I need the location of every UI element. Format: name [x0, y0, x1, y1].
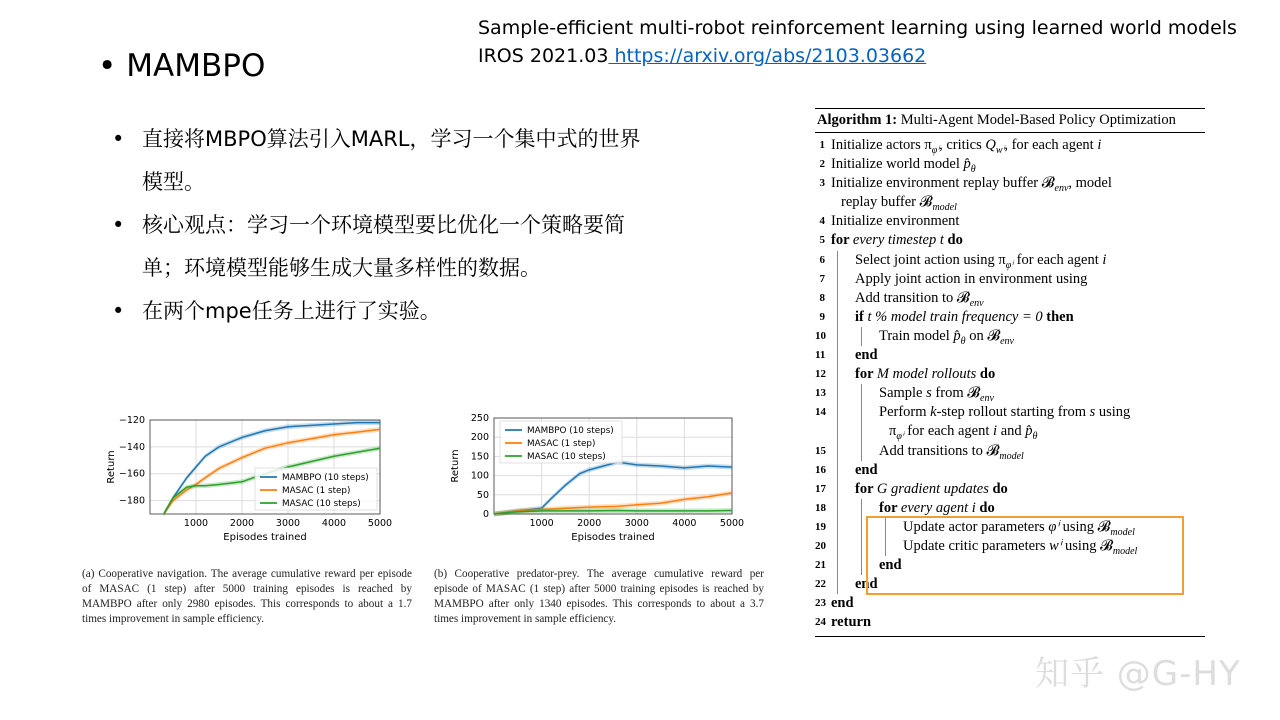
text-segment: wⁱ [1049, 537, 1062, 554]
caption-a: (a) Cooperative navigation. The average cumulative reward per episode of MASAC (1 step) after 5000 training episodes is reached by MAMBPO after only 2980 episodes. This corresponds to about a 1.7 times improvement in sample efficiency. [82, 568, 412, 625]
text-segment: i [1097, 137, 1102, 153]
line-text [855, 461, 878, 480]
x-tick-label: 1000 [183, 518, 209, 529]
bullet-list [112, 118, 652, 333]
algorithm-line [815, 308, 1205, 327]
text-segment: Initialize environment replay buffer 𝓑 [831, 175, 1055, 192]
algorithm-line [815, 251, 1205, 270]
chart-predator-prey [430, 405, 760, 555]
y-axis-label: Return [106, 450, 117, 484]
text-segment: θ [970, 163, 976, 175]
text-segment: Perform [879, 404, 931, 421]
text-segment: θ [1032, 431, 1038, 443]
algorithm-line [815, 499, 1205, 518]
block-bar [837, 575, 838, 594]
text-segment: s [1089, 404, 1096, 421]
y-tick-label: −160 [118, 468, 145, 480]
line-number: 8 [819, 291, 825, 304]
line-number: 1 [819, 139, 825, 151]
text-segment: Train model [879, 327, 954, 344]
y-tick-label: −140 [118, 441, 145, 453]
algorithm-title: Multi-Agent Model-Based Policy Optimization [897, 112, 1176, 128]
text-segment: end [831, 595, 854, 612]
line-text [855, 270, 1087, 289]
line-number: 6 [819, 253, 825, 266]
text-segment: end [855, 576, 878, 593]
text-segment: using [1095, 404, 1131, 421]
text-segment: p̂ [963, 156, 971, 173]
line-number: 5 [819, 234, 825, 247]
algorithm-line [815, 365, 1205, 384]
y-tick-label: 150 [470, 451, 489, 463]
algorithm-line [815, 174, 1205, 193]
algorithm-line [815, 480, 1205, 499]
text-segment: φⁱ [1005, 259, 1014, 271]
text-segment: every timestep t [852, 232, 948, 249]
x-tick-label: 3000 [275, 518, 301, 529]
bullet-item [112, 118, 652, 204]
x-axis-label: Episodes trained [223, 532, 307, 543]
line-number: 12 [815, 368, 826, 381]
text-segment: G gradient updates [876, 480, 993, 497]
algorithm-line [815, 327, 1205, 346]
block-bar [861, 499, 862, 518]
text-segment: φⁱ [896, 431, 904, 443]
line-number: 14 [815, 406, 826, 419]
text-segment: φⁱ [1048, 518, 1059, 535]
block-bar [837, 289, 838, 308]
series-confidence-band [494, 508, 732, 516]
text-segment: Initialize environment [831, 213, 960, 230]
text-segment: Initialize actors π [831, 137, 932, 153]
text-segment: , critics [939, 137, 986, 153]
algorithm-line [815, 193, 1205, 212]
block-bar [861, 442, 862, 461]
x-tick-label: 2000 [577, 518, 602, 529]
text-segment: end [855, 461, 878, 478]
line-number: 20 [815, 539, 826, 552]
bullet-text: 核心观点：学习一个环境模型要比优化一个策略要简单；环境模型能够生成大量多样性的数据。 [142, 213, 625, 280]
algorithm-line [815, 346, 1205, 365]
text-segment: θ [960, 335, 966, 347]
y-tick-label: −120 [118, 415, 145, 426]
line-number: 4 [819, 215, 825, 228]
y-axis-label: Return [450, 449, 461, 483]
legend-label: MASAC (10 steps) [527, 452, 606, 462]
text-segment: Sample [879, 385, 927, 402]
text-segment: do [992, 480, 1008, 497]
block-bar [861, 556, 862, 575]
line-number: 15 [815, 444, 826, 457]
line-number: 23 [815, 597, 826, 610]
y-tick-label: 100 [470, 470, 489, 482]
bullet-item [112, 290, 652, 333]
block-bar [837, 499, 838, 518]
text-segment: do [947, 232, 963, 249]
algorithm-line [815, 136, 1205, 155]
text-segment: model [1110, 526, 1135, 538]
paper-title: Sample-efficient multi-robot reinforcement learning using learned world models [478, 17, 1237, 39]
block-bar [861, 422, 862, 441]
line-number: 10 [815, 329, 826, 342]
text-segment: , for each agent [1004, 137, 1098, 153]
text-segment: p̂ [953, 327, 961, 344]
y-tick-label: 50 [476, 489, 489, 501]
line-number: 9 [819, 310, 825, 323]
text-segment: if [855, 308, 868, 325]
x-tick-label: 3000 [624, 518, 649, 529]
block-bar [837, 442, 838, 461]
line-number: 19 [815, 520, 826, 533]
text-segment: Initialize world model [831, 156, 964, 173]
algorithm-line [815, 212, 1205, 231]
text-segment: Select joint action using π [855, 251, 1006, 268]
text-segment: Update actor parameters [903, 518, 1049, 535]
block-bar [837, 308, 838, 327]
caption-b: (b) Cooperative predator-prey. The average cumulative reward per episode of MASAC (1 step) after 5000 training episodes is reached by MAMBPO after only 1340 episodes. This corresponds to about a 3.7 times improvement in sample efficiency. [434, 568, 764, 625]
block-bar [837, 270, 838, 289]
x-axis-label: Episodes trained [571, 532, 655, 543]
x-tick-label: 2000 [229, 518, 255, 529]
line-number: 11 [815, 349, 826, 362]
bullet-icon: • [112, 213, 125, 237]
line-number: 22 [815, 578, 826, 591]
slide-title [98, 48, 265, 84]
text-segment: on 𝓑 [965, 327, 1001, 344]
venue: IROS 2021.03 [478, 45, 609, 67]
bullet-item [112, 204, 652, 290]
line-number: 2 [819, 158, 825, 171]
text-segment: Add transitions to 𝓑 [879, 442, 1000, 459]
text-segment: model [932, 202, 957, 214]
block-bar [837, 518, 838, 537]
line-text [879, 499, 995, 518]
block-bar [837, 556, 838, 575]
algorithm-line [815, 270, 1205, 289]
text-segment: end [879, 557, 902, 574]
text-segment: using 𝓑 [1061, 537, 1113, 554]
text-segment: do [979, 366, 996, 383]
block-bar [837, 384, 838, 403]
block-bar [837, 251, 838, 270]
algorithm-line [815, 384, 1205, 403]
line-text [855, 480, 1008, 499]
text-segment: env [1054, 183, 1069, 195]
legend-label: MASAC (1 step) [282, 486, 351, 496]
text-segment: t % model train frequency = 0 [867, 308, 1047, 325]
block-bar [837, 327, 838, 346]
text-segment: p̂ [1025, 423, 1033, 440]
text-segment: for [879, 499, 901, 516]
line-text [855, 308, 1074, 327]
algorithm-line [815, 155, 1205, 174]
text-segment: env [969, 297, 984, 309]
line-text [831, 231, 963, 250]
line-text [855, 346, 878, 365]
y-tick-label: 200 [470, 432, 489, 444]
text-segment: π [889, 423, 897, 440]
line-number: 13 [815, 387, 826, 400]
line-text [831, 594, 854, 613]
algorithm-line [815, 422, 1205, 441]
block-bar [861, 518, 862, 537]
text-segment: M model rollouts [876, 366, 980, 383]
text-segment: end [855, 347, 878, 364]
text-segment: for [855, 366, 877, 383]
line-number: 7 [819, 272, 825, 285]
text-segment: s [926, 385, 932, 402]
bullet-text: 直接将MBPO算法引入MARL，学习一个集中式的世界模型。 [142, 127, 641, 194]
line-number: 3 [819, 177, 825, 190]
block-bar [861, 537, 862, 556]
text-segment: do [979, 499, 995, 516]
bullet-icon: • [98, 48, 117, 84]
line-text [879, 403, 1130, 422]
legend-label: MASAC (1 step) [527, 439, 596, 449]
text-segment: for [855, 480, 877, 497]
block-bar [837, 537, 838, 556]
text-segment: Update critic parameters [903, 537, 1050, 554]
x-tick-label: 5000 [367, 518, 393, 529]
text-segment: i [1102, 251, 1107, 268]
algorithm-box [815, 108, 1205, 637]
text-segment: Add transition to 𝓑 [855, 289, 970, 306]
text-segment: , model [1068, 175, 1112, 192]
x-tick-label: 1000 [529, 518, 554, 529]
block-bar [837, 480, 838, 499]
line-number: 16 [815, 463, 826, 476]
algorithm-line [815, 442, 1205, 461]
line-number: 18 [815, 501, 826, 514]
algorithm-label: Algorithm 1: [817, 112, 898, 128]
line-number: 21 [815, 559, 826, 572]
algorithm-line [815, 231, 1205, 250]
text-segment: return [831, 614, 872, 631]
bullet-icon: • [112, 299, 125, 323]
text-segment: using 𝓑 [1058, 518, 1111, 535]
text-segment: φⁱ [931, 144, 940, 156]
legend-label: MAMBPO (10 steps) [527, 426, 614, 436]
text-segment: every agent i [900, 499, 980, 516]
bullet-icon: • [112, 127, 125, 151]
block-bar [837, 365, 838, 384]
text-segment: for each agent [1013, 251, 1103, 268]
text-segment: replay buffer 𝓑 [841, 194, 933, 211]
line-text [831, 212, 959, 231]
block-bar [861, 327, 862, 346]
legend-label: MASAC (10 steps) [282, 499, 361, 509]
text-segment: k [930, 404, 937, 421]
legend-label: MAMBPO (10 steps) [282, 473, 369, 483]
algorithm-line [815, 289, 1205, 308]
text-segment: i [993, 423, 998, 440]
y-tick-label: −180 [118, 495, 145, 507]
line-number: 17 [815, 482, 826, 495]
text-segment: model [999, 450, 1024, 462]
text-segment: for [831, 232, 853, 249]
text-segment: Q [985, 137, 996, 153]
text-segment: -step rollout starting from [936, 404, 1090, 421]
algorithm-line [815, 403, 1205, 422]
block-bar [861, 403, 862, 422]
block-bar [837, 403, 838, 422]
text-segment: env [980, 393, 994, 405]
text-segment: and [997, 423, 1026, 440]
algorithm-line [815, 613, 1205, 632]
paper-reference [478, 14, 1237, 70]
block-bar [861, 384, 862, 403]
bullet-text: 在两个mpe任务上进行了实验。 [142, 299, 441, 323]
algorithm-line [815, 461, 1205, 480]
text-segment: from 𝓑 [931, 385, 981, 402]
slide-title-text: MAMBPO [126, 48, 266, 84]
line-text [855, 365, 995, 384]
watermark: 知乎 @G-HY [1035, 654, 1241, 694]
text-segment: then [1046, 308, 1074, 325]
highlight-box [866, 516, 1184, 595]
block-bar [837, 346, 838, 365]
text-segment: for each agent [903, 423, 994, 440]
algorithm-header [815, 108, 1205, 133]
chart-cooperative-navigation [80, 405, 400, 555]
x-tick-label: 4000 [672, 518, 697, 529]
text-segment: env [1000, 335, 1014, 347]
x-tick-label: 5000 [719, 518, 745, 529]
y-tick-label: 250 [470, 413, 489, 424]
y-tick-label: 0 [482, 509, 489, 520]
text-segment: model [1112, 545, 1138, 557]
text-segment: wⁱ [995, 144, 1005, 156]
line-number: 24 [815, 616, 826, 629]
line-text [831, 613, 871, 632]
block-bar [837, 461, 838, 480]
arxiv-link[interactable]: https://arxiv.org/abs/2103.03662 [608, 45, 927, 67]
x-tick-label: 4000 [321, 518, 347, 529]
block-bar [837, 422, 838, 441]
algorithm-line [815, 594, 1205, 613]
algorithm-bottom-rule [815, 636, 1205, 637]
text-segment: Apply joint action in environment using [855, 270, 1088, 287]
